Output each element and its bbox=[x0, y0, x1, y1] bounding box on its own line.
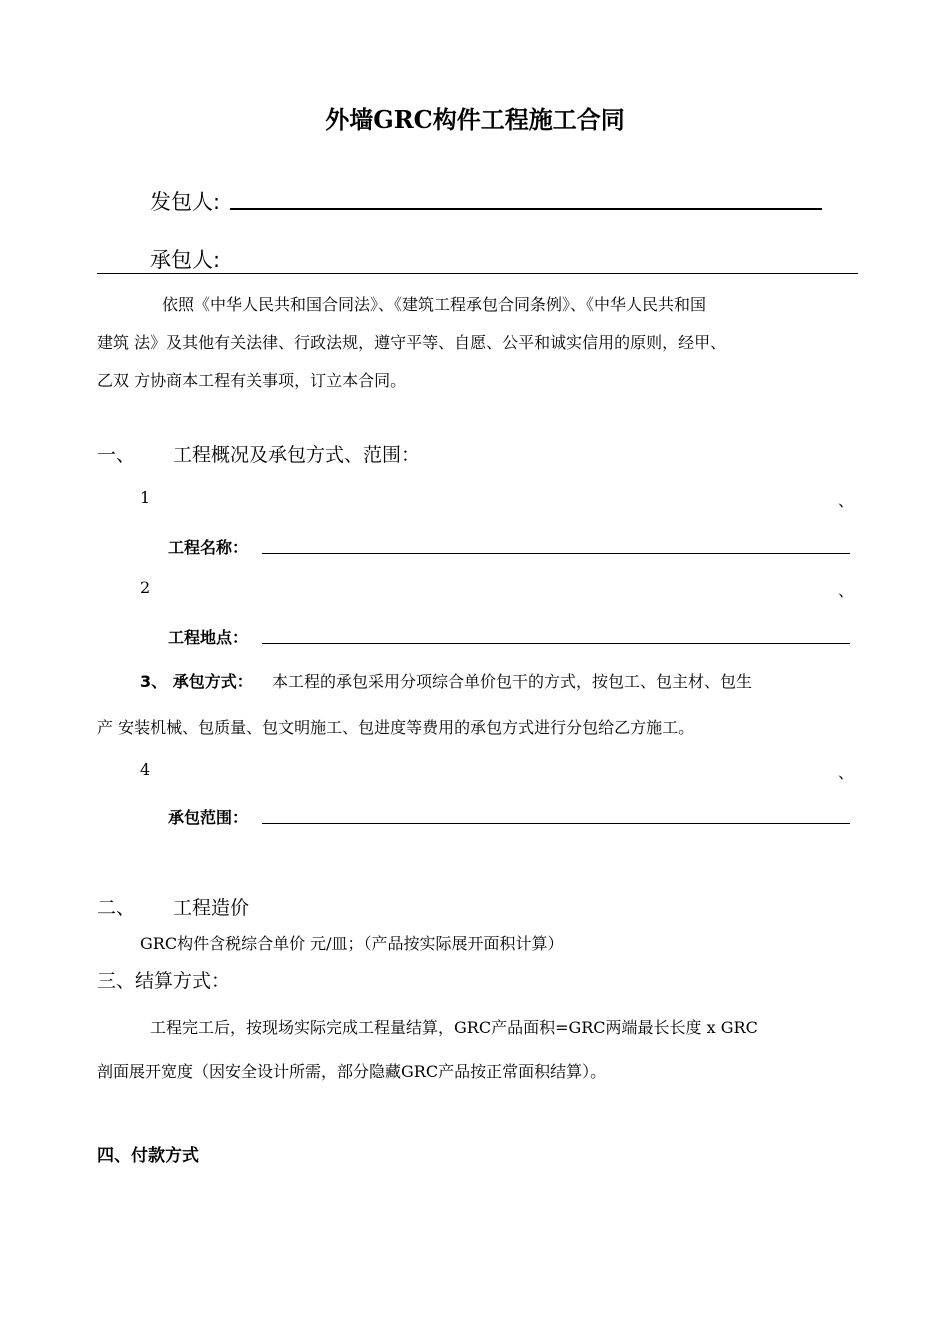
item2-separator: 、 bbox=[838, 581, 855, 600]
project-location-label: 工程地点： bbox=[168, 628, 249, 647]
item1-number: 1 bbox=[140, 488, 151, 507]
document-title: 外墙GRC构件工程施工合同 bbox=[325, 105, 625, 134]
contract-method-line-2: 产 安装机械、包质量、包文明施工、包进度等费用的承包方式进行分包给乙方施工。 bbox=[97, 718, 695, 737]
preamble-line-1: 依照《中华人民共和国合同法》、《建筑工程承包合同条例》、《中华人民共和国 bbox=[162, 295, 707, 314]
item4-number: 4 bbox=[140, 760, 151, 779]
item1-separator: 、 bbox=[838, 491, 855, 510]
employer-label: 发包人: bbox=[150, 190, 221, 214]
contract-scope-label: 承包范围： bbox=[168, 808, 249, 827]
section1-number: 一、 bbox=[97, 444, 136, 466]
item4-separator: 、 bbox=[838, 763, 855, 782]
section4-heading: 四、付款方式 bbox=[97, 1146, 199, 1166]
contract-method-line-1: 本工程的承包采用分项综合单价包干的方式，按包工、包主材、包生 bbox=[272, 672, 753, 691]
contract-method-label: 3、 承包方式： bbox=[140, 672, 253, 691]
project-name-underline bbox=[262, 553, 850, 554]
section2-number: 二、 bbox=[97, 897, 136, 919]
preamble-line-3: 乙双 方协商本工程有关事项，订立本合同。 bbox=[97, 371, 407, 390]
item2-number: 2 bbox=[140, 578, 151, 597]
project-location-underline bbox=[262, 643, 850, 644]
section2-heading: 工程造价 bbox=[173, 897, 250, 919]
settlement-line-1: 工程完工后，按现场实际完成工程量结算，GRC产品面积=GRC两端最长长度 x GRC bbox=[150, 1018, 758, 1037]
contract-scope-underline bbox=[262, 823, 850, 824]
project-name-label: 工程名称： bbox=[168, 538, 249, 557]
contractor-label: 承包人: bbox=[150, 248, 221, 272]
preamble-line-2: 建筑 法》及其他有关法律、行政法规，遵守平等、自愿、公平和诚实信用的原则，经甲、 bbox=[97, 333, 727, 352]
employer-underline bbox=[230, 208, 822, 210]
section3-heading: 三、结算方式： bbox=[97, 970, 231, 992]
contractor-underline bbox=[97, 273, 858, 274]
section1-heading: 工程概况及承包方式、范围： bbox=[173, 444, 421, 466]
settlement-line-2: 剖面展开宽度（因安全设计所需，部分隐藏GRC产品按正常面积结算）。 bbox=[97, 1062, 607, 1081]
unit-price-line: GRC构件含税综合单价 元/皿；（产品按实际展开面积计算） bbox=[140, 934, 564, 953]
